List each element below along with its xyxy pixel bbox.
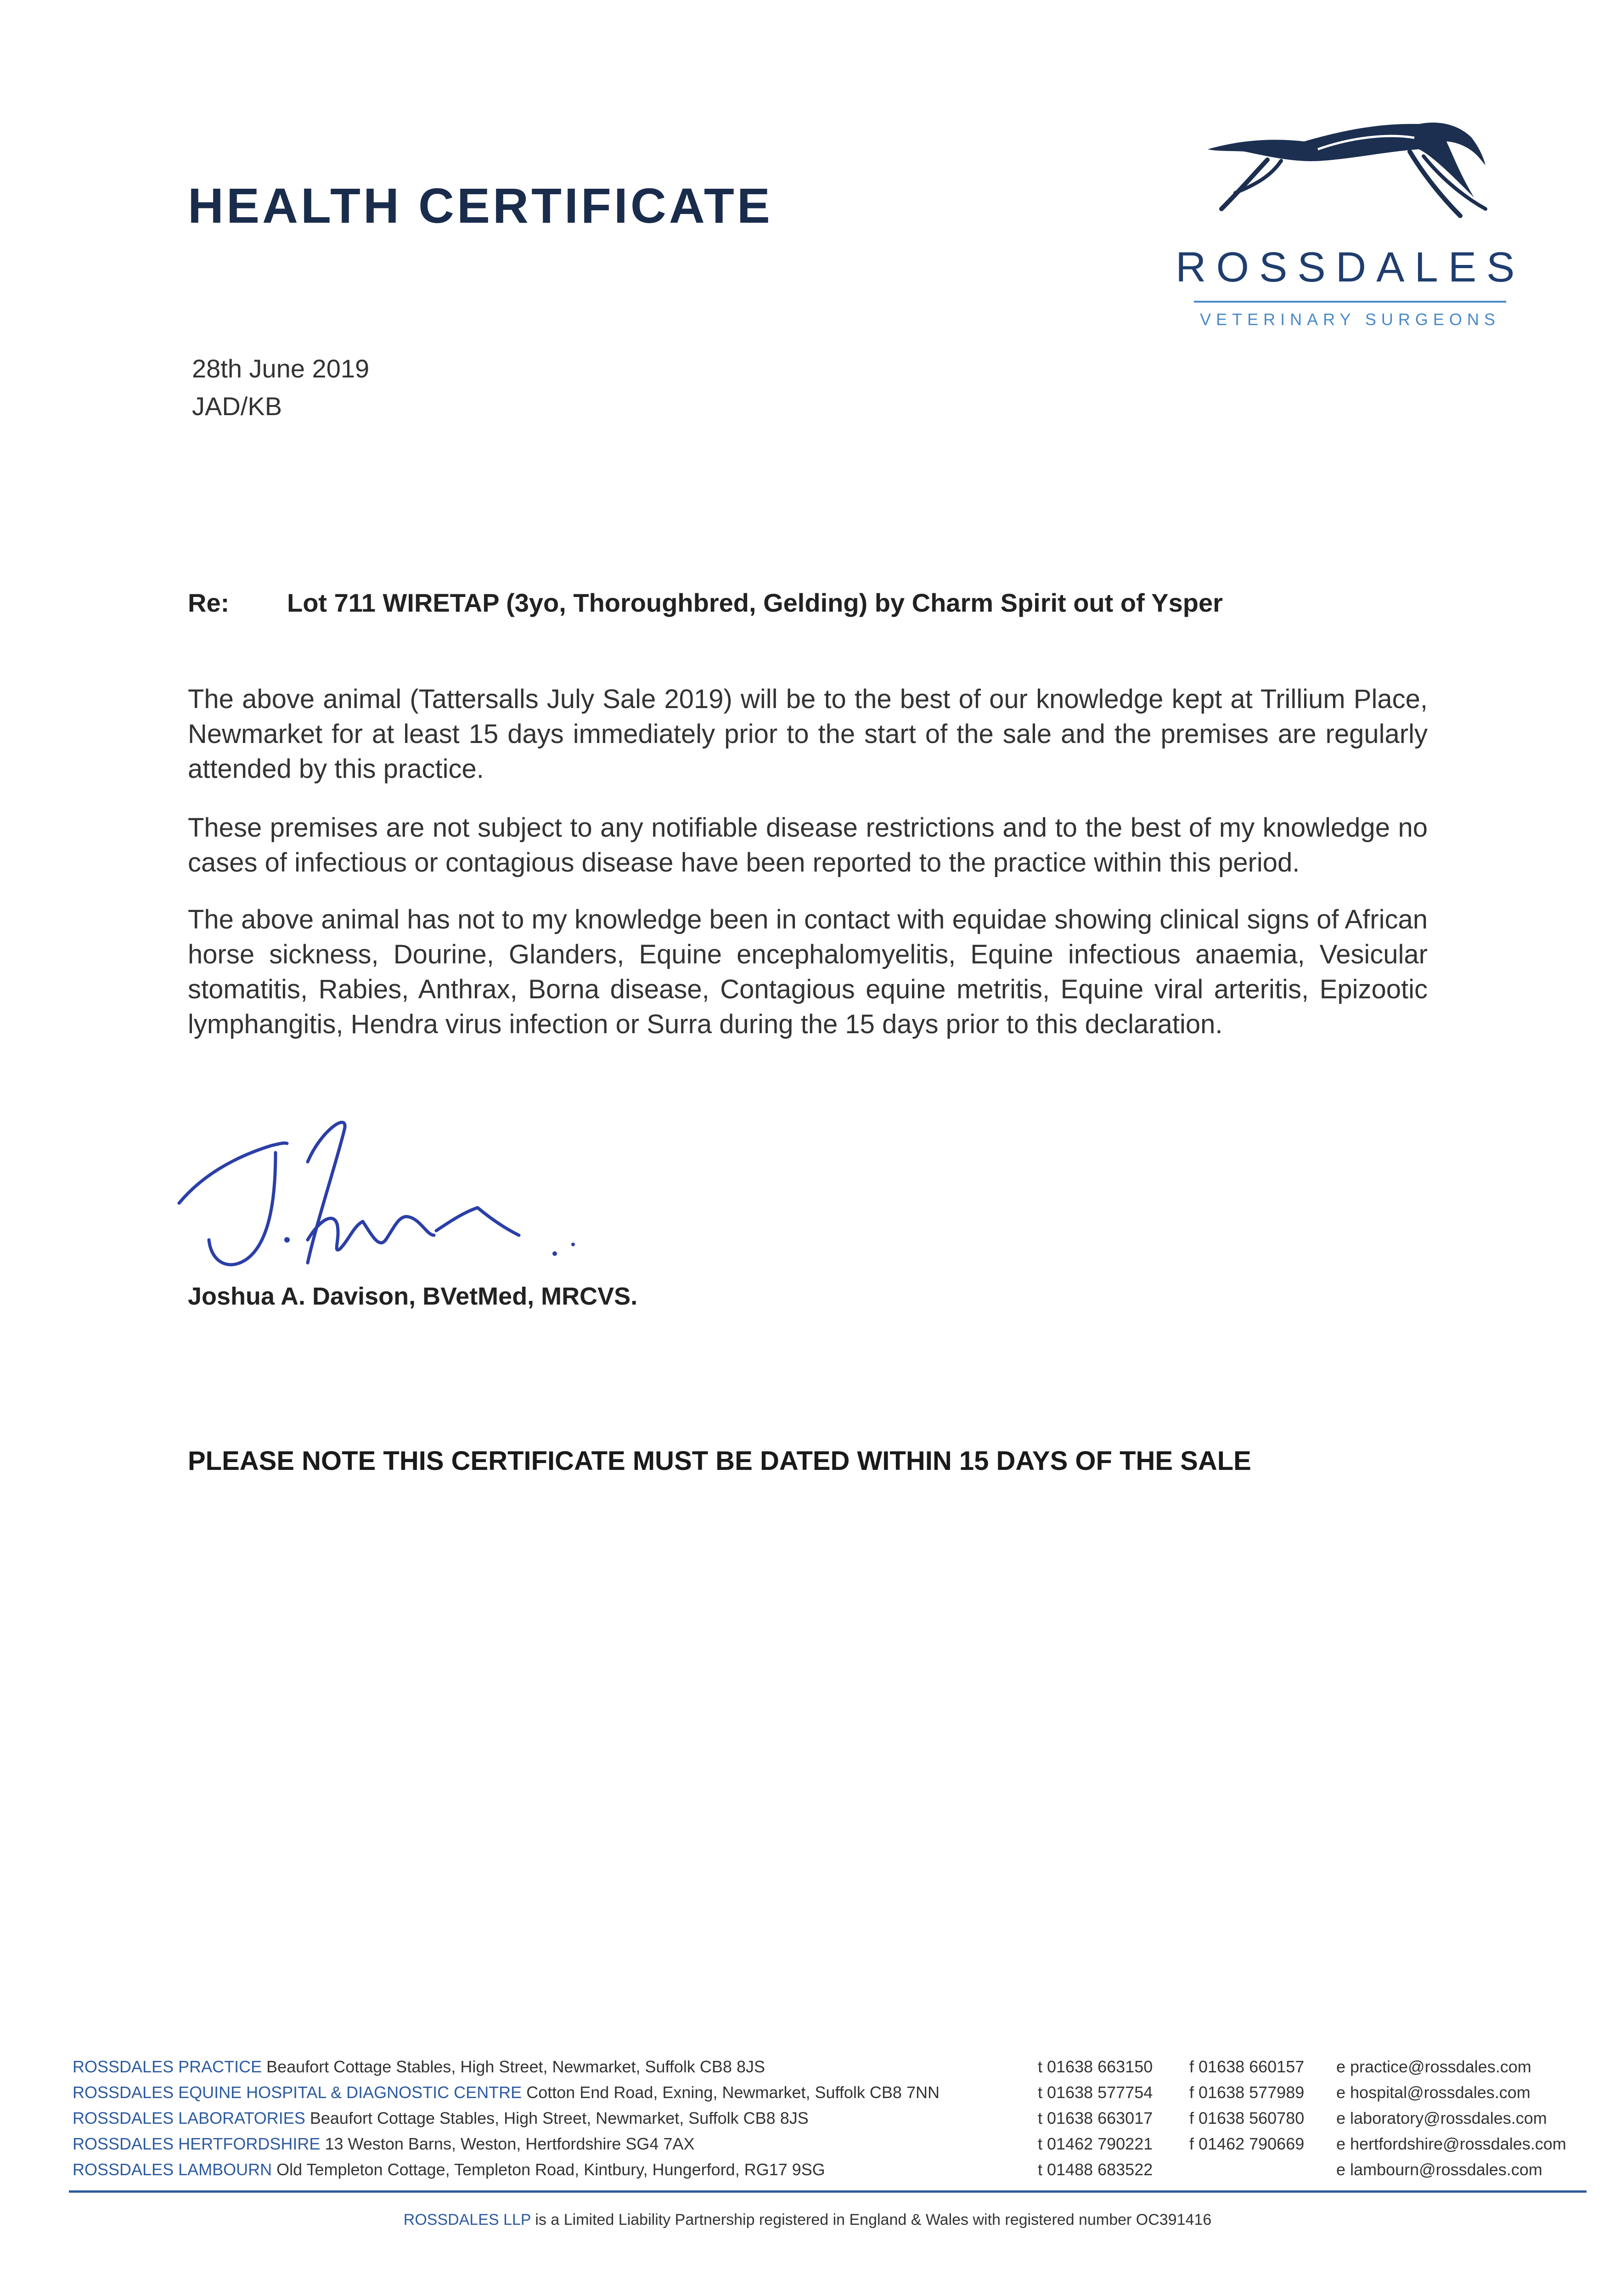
body-paragraph: These premises are not subject to any notifiable disease restrictions and to the best of my knowledge no cases of infectious or contagious disease have been reported to the practice within this period. bbox=[188, 813, 1428, 878]
page-title: HEALTH CERTIFICATE bbox=[188, 178, 773, 233]
legal-company-name: ROSSDALES LLP bbox=[403, 2211, 531, 2228]
subject-line: Lot 711 WIRETAP (3yo, Thoroughbred, Gelding) by Charm Spirit out of Ysper bbox=[287, 588, 1223, 617]
phone-number: t 01488 683522 bbox=[1038, 2160, 1153, 2179]
handwritten-signature bbox=[170, 1102, 611, 1286]
brand-subtitle: VETERINARY SURGEONS bbox=[1200, 310, 1500, 329]
brand-name: ROSSDALES bbox=[1176, 244, 1525, 291]
brand-divider bbox=[1194, 301, 1506, 303]
location-address: Beaufort Cottage Stables, High Street, Newmarket, Suffolk CB8 8JS bbox=[309, 2109, 809, 2127]
footer-row bbox=[73, 2134, 695, 2160]
location-name: ROSSDALES EQUINE HOSPITAL & DIAGNOSTIC CENTRE bbox=[73, 2083, 522, 2102]
email-address: e practice@rossdales.com bbox=[1336, 2057, 1531, 2076]
rossdales-logo bbox=[1176, 92, 1525, 340]
phone-number: t 01462 790221 bbox=[1038, 2134, 1153, 2153]
location-address: Beaufort Cottage Stables, High Street, Newmarket, Suffolk CB8 8JS bbox=[266, 2057, 765, 2076]
location-name: ROSSDALES PRACTICE bbox=[73, 2057, 262, 2076]
letter-date: 28th June 2019 bbox=[192, 354, 370, 383]
email-address: e lambourn@rossdales.com bbox=[1336, 2160, 1542, 2179]
phone-number: t 01638 663017 bbox=[1038, 2109, 1153, 2127]
fax-number: f 01638 577989 bbox=[1189, 2083, 1305, 2102]
footer-row bbox=[73, 2057, 765, 2083]
signer-name: Joshua A. Davison, BVetMed, MRCVS. bbox=[188, 1283, 638, 1310]
location-address: 13 Weston Barns, Weston, Hertfordshire SG4 7AX bbox=[325, 2134, 695, 2153]
email-address: e laboratory@rossdales.com bbox=[1336, 2109, 1547, 2127]
location-name: ROSSDALES LABORATORIES bbox=[73, 2109, 305, 2127]
phone-number: t 01638 663150 bbox=[1038, 2057, 1153, 2076]
phone-number: t 01638 577754 bbox=[1038, 2083, 1153, 2102]
footer-row bbox=[73, 2083, 940, 2109]
footer-contacts bbox=[73, 2057, 1588, 2195]
body-paragraph: The above animal has not to my knowledge been in contact with equidae showing clinical signs of African horse sickness, Dourine, Glanders, Equine encephalomyelitis, Equine infectious anaemia, Vesicular stomatitis, Rabies, Anthrax, Borna disease, Contagious equine metritis, Equine viral arteritis, Epizootic lymphangitis, Hendra virus infection or Surra during the 15 days prior to this declaration. bbox=[188, 905, 1428, 1039]
fax-number: f 01462 790669 bbox=[1189, 2134, 1305, 2153]
fax-number: f 01638 660157 bbox=[1189, 2057, 1305, 2076]
location-address: Old Templeton Cottage, Templeton Road, Kintbury, Hungerford, RG17 9SG bbox=[276, 2160, 825, 2179]
footer-row bbox=[73, 2109, 809, 2134]
letter-reference: JAD/KB bbox=[192, 392, 282, 421]
fax-number: f 01638 560780 bbox=[1189, 2109, 1305, 2127]
certificate-notice: PLEASE NOTE THIS CERTIFICATE MUST BE DATED WITHIN 15 DAYS OF THE SALE bbox=[188, 1446, 1251, 1476]
email-address: e hospital@rossdales.com bbox=[1336, 2083, 1531, 2102]
footer-divider bbox=[69, 2190, 1587, 2193]
location-name: ROSSDALES LAMBOURN bbox=[73, 2160, 272, 2179]
horse-logo-icon bbox=[1203, 106, 1488, 243]
legal-text: is a Limited Liability Partnership registered in England & Wales with registered number OC391416 bbox=[535, 2211, 1212, 2228]
footer-row bbox=[73, 2160, 825, 2186]
legal-notice bbox=[0, 2211, 1615, 2229]
email-address: e hertfordshire@rossdales.com bbox=[1336, 2134, 1566, 2153]
location-address: Cotton End Road, Exning, Newmarket, Suffolk CB8 7NN bbox=[526, 2083, 940, 2102]
location-name: ROSSDALES HERTFORDSHIRE bbox=[73, 2134, 321, 2153]
subject-label: Re: bbox=[188, 588, 230, 617]
body-paragraph: The above animal (Tattersalls July Sale 2019) will be to the best of our knowledge kept at Trillium Place, Newmarket for at least 15 days immediately prior to the start of the sale and the premises are regularly attended by this practice. bbox=[188, 684, 1428, 784]
